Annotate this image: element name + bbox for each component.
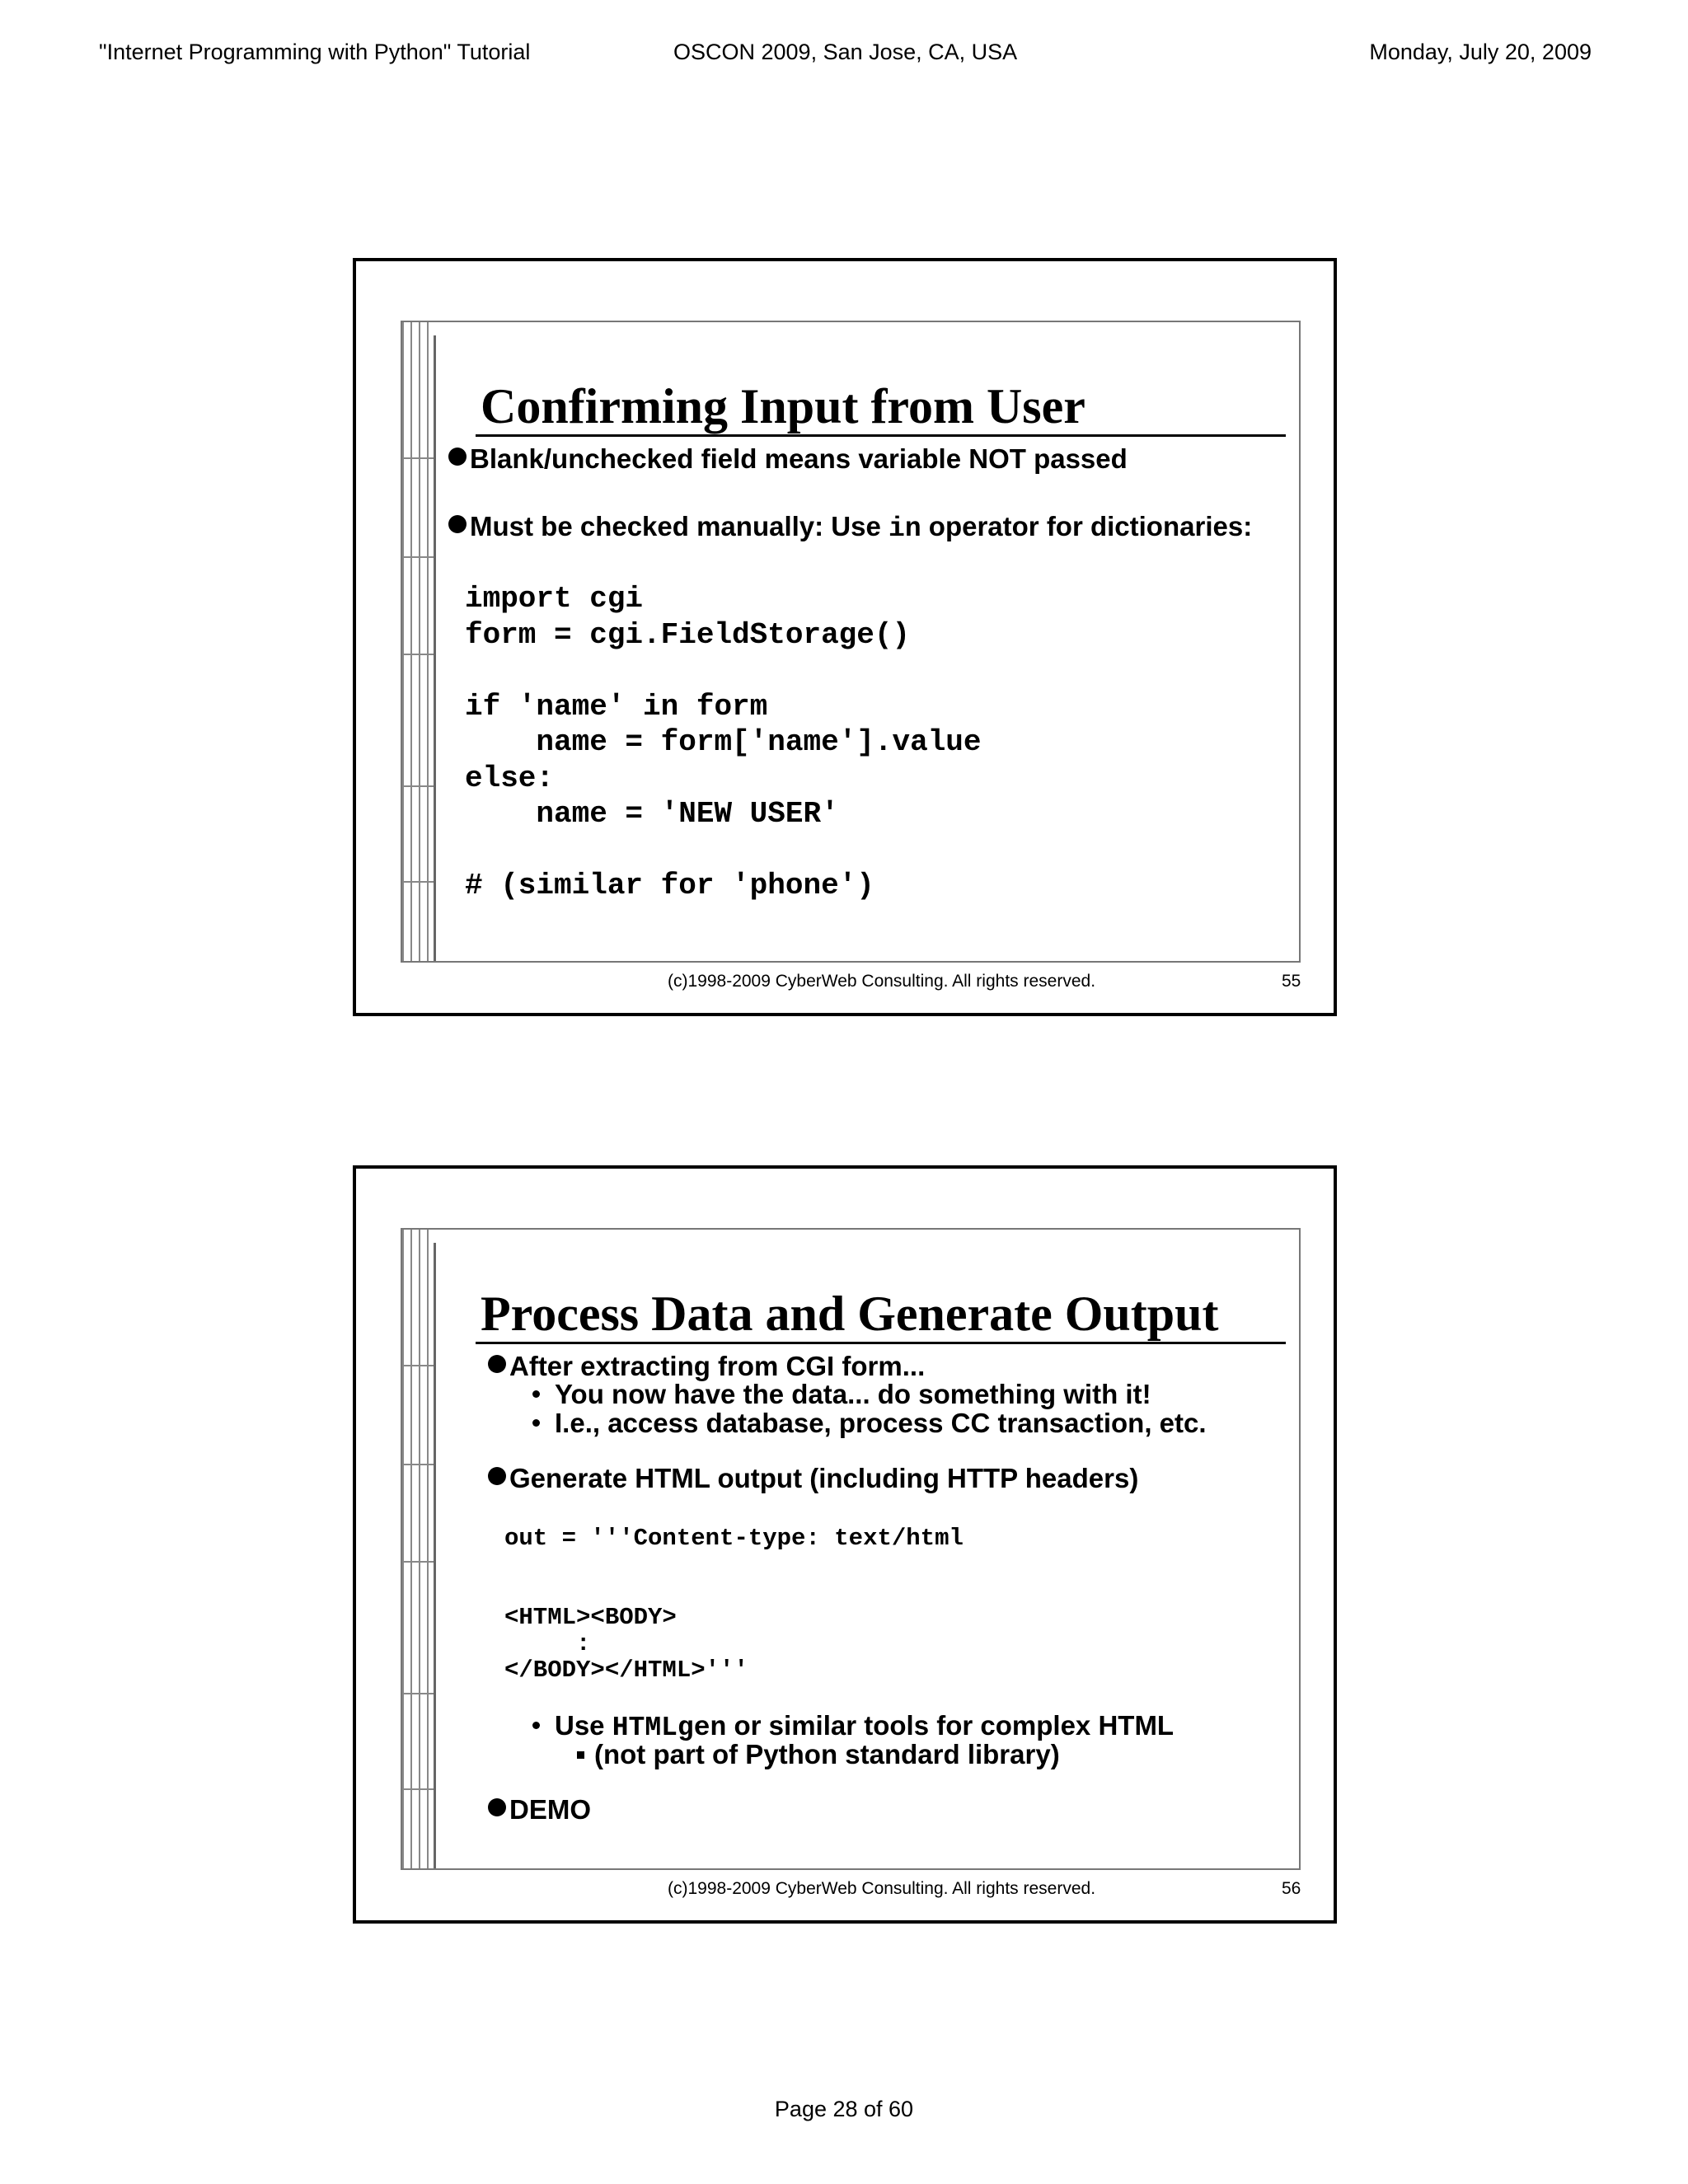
header-center: OSCON 2009, San Jose, CA, USA: [673, 40, 1018, 64]
bullet-item: Generate HTML output (including HTTP headers): [488, 1464, 1138, 1493]
slide-56: [353, 1165, 1337, 1924]
slide-number: 56: [1282, 1879, 1301, 1898]
header-left: "Internet Programming with Python" Tutorial: [99, 40, 531, 64]
sub-bullet-item: I.e., access database, process CC transaction, etc.: [532, 1408, 1207, 1438]
bullet-item: Blank/unchecked field means variable NOT passed: [448, 444, 1128, 474]
slide-footer: (c)1998-2009 CyberWeb Consulting. All rights reserved.: [668, 1879, 1096, 1898]
bullet-icon: [448, 448, 467, 466]
slide-55: [353, 258, 1337, 1016]
sub-bullet-item: You now have the data... do something with it!: [532, 1380, 1151, 1409]
page-number: Page 28 of 60: [774, 2097, 914, 2121]
sub-bullet-icon: [532, 1419, 540, 1427]
bullet-icon: [488, 1355, 506, 1373]
code-block: out = '''Content-type: text/html: [504, 1525, 964, 1552]
header-right: Monday, July 20, 2009: [1369, 40, 1592, 64]
bullet-icon: [488, 1467, 506, 1485]
bullet-item: Must be checked manually: Use in operator for dictionaries:: [448, 512, 1252, 544]
sub-sub-bullet-item: (not part of Python standard library): [577, 1740, 1060, 1769]
slide-footer: (c)1998-2009 CyberWeb Consulting. All rights reserved.: [668, 972, 1096, 991]
code-block: import cgi form = cgi.FieldStorage() if 'name' in form name = form['name'].value else: name = 'NEW USER' # (similar for 'phone'): [465, 582, 982, 902]
code-block: <HTML><BODY> : </BODY></HTML>''': [504, 1604, 748, 1684]
sub-bullet-icon: [532, 1722, 540, 1729]
sub-bullet-icon: [532, 1390, 540, 1398]
square-bullet-icon: [577, 1751, 584, 1759]
slide-number: 55: [1282, 972, 1301, 991]
slide-title: Confirming Input from User: [481, 379, 1085, 434]
title-underline: [476, 434, 1286, 437]
title-underline: [476, 1342, 1286, 1344]
bullet-item: DEMO: [488, 1795, 591, 1825]
sub-bullet-item: Use HTMLgen or similar tools for complex HTML: [532, 1711, 1174, 1743]
bullet-icon: [448, 515, 467, 533]
bullet-item: After extracting from CGI form...: [488, 1352, 925, 1381]
bullet-icon: [488, 1798, 506, 1816]
slide-title: Process Data and Generate Output: [481, 1286, 1219, 1341]
